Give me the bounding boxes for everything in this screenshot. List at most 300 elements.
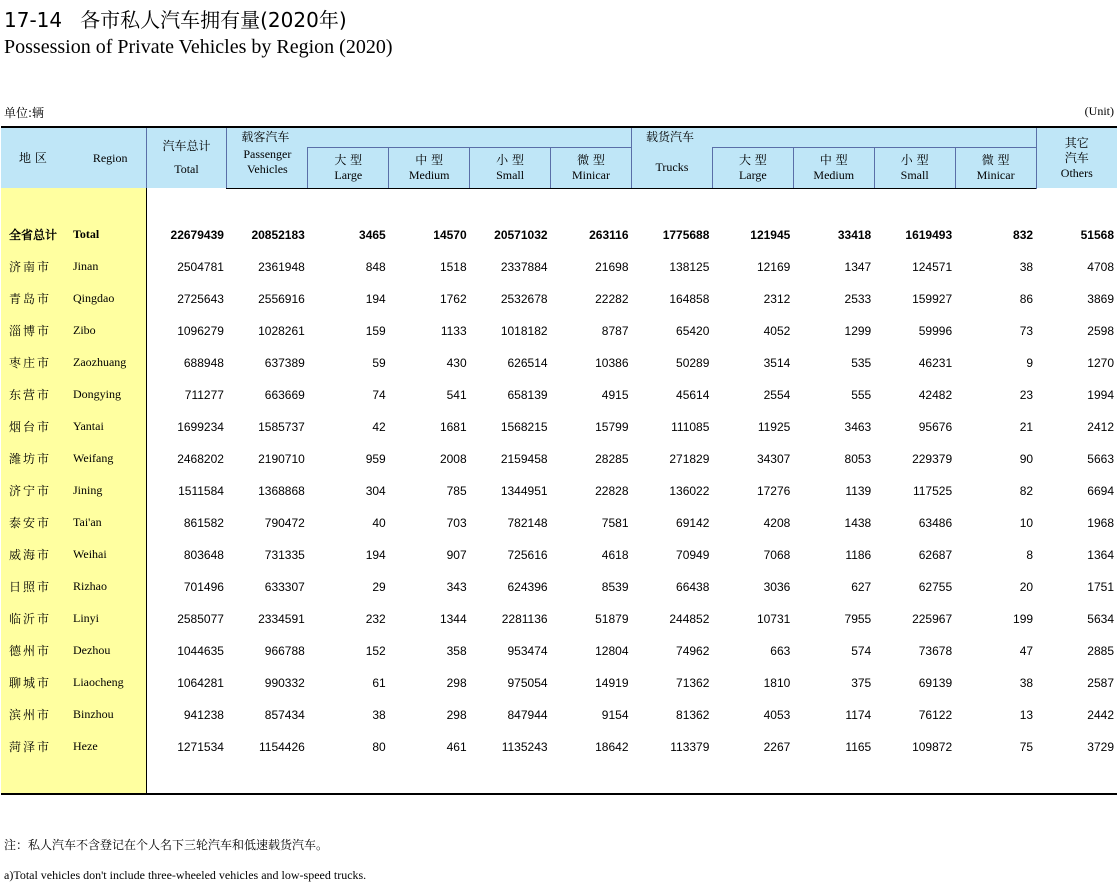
header-passenger-en: Passenger Vehicles bbox=[243, 147, 292, 176]
empty-cell bbox=[146, 188, 227, 219]
header-p-small bbox=[470, 147, 551, 188]
region-name-cn: 淄博市 bbox=[9, 324, 52, 338]
value-cell: 1994 bbox=[1087, 387, 1114, 402]
value-cell: 1096279 bbox=[177, 323, 224, 338]
region-cell bbox=[1, 283, 146, 315]
header-trucks-cn: 载货汽车 bbox=[646, 129, 695, 144]
region-cell bbox=[1, 635, 146, 667]
value-cell: 731335 bbox=[264, 547, 305, 562]
empty-cell bbox=[632, 188, 713, 219]
region-name-cn: 泰安市 bbox=[9, 516, 52, 530]
value-cell: 21698 bbox=[595, 259, 629, 274]
unit-label-en: (Unit) bbox=[1084, 104, 1114, 118]
empty-cell bbox=[389, 188, 470, 219]
header-p-large-cn: 大 型 bbox=[334, 152, 363, 167]
region-name-en: Jinan bbox=[73, 259, 99, 273]
value-cell: 63486 bbox=[918, 515, 953, 530]
region-name-en: Heze bbox=[73, 739, 98, 753]
empty-cell bbox=[470, 188, 551, 219]
value-cell: 4208 bbox=[763, 515, 791, 530]
table-row bbox=[1, 475, 1117, 507]
value-cell: 159 bbox=[365, 323, 386, 338]
table-body bbox=[1, 188, 1117, 794]
value-cell: 14570 bbox=[433, 227, 467, 242]
value-cell: 861582 bbox=[183, 515, 224, 530]
value-cell: 29 bbox=[372, 579, 386, 594]
unit-label-cn: 单位:辆 bbox=[4, 106, 45, 120]
value-cell: 194 bbox=[365, 291, 386, 306]
region-name-en: Zaozhuang bbox=[73, 355, 127, 369]
region-name-cn: 东营市 bbox=[9, 388, 52, 402]
header-t-minicar bbox=[955, 147, 1036, 188]
value-cell: 11925 bbox=[757, 419, 791, 434]
value-cell: 8 bbox=[1026, 547, 1034, 562]
value-cell: 28285 bbox=[595, 451, 629, 466]
value-cell: 1438 bbox=[844, 515, 872, 530]
value-cell: 3465 bbox=[359, 227, 386, 242]
value-cell: 633307 bbox=[264, 579, 305, 594]
table-row bbox=[1, 283, 1117, 315]
value-cell: 637389 bbox=[264, 355, 305, 370]
value-cell: 1064281 bbox=[177, 675, 224, 690]
value-cell: 953474 bbox=[507, 643, 548, 658]
value-cell: 624396 bbox=[507, 579, 548, 594]
value-cell: 17276 bbox=[756, 483, 791, 498]
value-cell: 1028261 bbox=[258, 323, 305, 338]
value-cell: 1775688 bbox=[662, 227, 710, 242]
value-cell: 1165 bbox=[845, 739, 872, 754]
value-cell: 1299 bbox=[844, 323, 872, 338]
value-cell: 69139 bbox=[918, 675, 953, 690]
value-cell: 80 bbox=[372, 739, 386, 754]
header-p-small-en: Small bbox=[496, 167, 525, 182]
header-region bbox=[1, 127, 146, 188]
value-cell: 22679439 bbox=[170, 227, 224, 242]
empty-cell bbox=[632, 763, 713, 794]
value-cell: 658139 bbox=[507, 387, 548, 402]
region-cell bbox=[1, 379, 146, 411]
header-region-cn: 地 区 bbox=[19, 150, 47, 165]
value-cell: 3729 bbox=[1087, 739, 1114, 754]
value-cell: 2585077 bbox=[177, 611, 224, 626]
value-cell: 45614 bbox=[676, 387, 710, 402]
table-row bbox=[1, 347, 1117, 379]
empty-cell bbox=[146, 763, 227, 794]
region-cell bbox=[1, 539, 146, 571]
value-cell: 2159458 bbox=[500, 451, 548, 466]
value-cell: 941238 bbox=[183, 707, 224, 722]
value-cell: 66438 bbox=[676, 579, 710, 594]
value-cell: 358 bbox=[446, 643, 467, 658]
value-cell: 159927 bbox=[912, 291, 953, 306]
value-cell: 117525 bbox=[912, 483, 953, 498]
value-cell: 9154 bbox=[601, 707, 629, 722]
region-name-cn: 滨州市 bbox=[9, 708, 52, 722]
value-cell: 2468202 bbox=[177, 451, 224, 466]
header-p-large-en: Large bbox=[334, 167, 363, 182]
value-cell: 59996 bbox=[918, 323, 953, 338]
spacer-row bbox=[1, 763, 1117, 794]
value-cell: 1585737 bbox=[258, 419, 305, 434]
region-name-cn: 济宁市 bbox=[9, 484, 52, 498]
value-cell: 725616 bbox=[507, 547, 548, 562]
value-cell: 111085 bbox=[671, 419, 710, 434]
value-cell: 86 bbox=[1019, 291, 1034, 306]
value-cell: 199 bbox=[1013, 611, 1034, 626]
region-name-en: Rizhao bbox=[73, 579, 107, 593]
value-cell: 4053 bbox=[763, 707, 791, 722]
region-name-en: Qingdao bbox=[73, 291, 115, 305]
region-name-en: Jining bbox=[73, 483, 103, 497]
value-cell: 2281136 bbox=[501, 611, 548, 626]
region-name-en: Dongying bbox=[73, 387, 121, 401]
empty-cell bbox=[793, 188, 874, 219]
value-cell: 2725643 bbox=[177, 291, 224, 306]
value-cell: 1347 bbox=[844, 259, 872, 274]
value-cell: 966788 bbox=[264, 643, 305, 658]
value-cell: 2533 bbox=[844, 291, 872, 306]
value-cell: 2442 bbox=[1087, 707, 1114, 722]
header-p-medium bbox=[389, 147, 470, 188]
header-others bbox=[1036, 127, 1117, 188]
value-cell: 38 bbox=[372, 707, 386, 722]
value-cell: 663 bbox=[770, 643, 791, 658]
value-cell: 857434 bbox=[264, 707, 305, 722]
header-passenger-group bbox=[227, 127, 632, 147]
value-cell: 12169 bbox=[756, 259, 791, 274]
value-cell: 1344 bbox=[439, 611, 467, 626]
value-cell: 124571 bbox=[912, 259, 953, 274]
value-cell: 22282 bbox=[595, 291, 629, 306]
value-cell: 343 bbox=[446, 579, 467, 594]
value-cell: 20852183 bbox=[251, 227, 305, 242]
header-p-medium-en: Medium bbox=[408, 167, 450, 182]
value-cell: 2532678 bbox=[500, 291, 548, 306]
value-cell: 1186 bbox=[845, 547, 872, 562]
value-cell: 47 bbox=[1019, 643, 1034, 658]
value-cell: 42482 bbox=[918, 387, 953, 402]
region-cell bbox=[1, 571, 146, 603]
value-cell: 59 bbox=[372, 355, 386, 370]
header-trucks-group bbox=[632, 127, 1037, 147]
value-cell: 20571032 bbox=[494, 227, 548, 242]
header-t-minicar-en: Minicar bbox=[976, 167, 1015, 182]
value-cell: 990332 bbox=[264, 675, 305, 690]
value-cell: 13 bbox=[1019, 707, 1034, 722]
value-cell: 152 bbox=[365, 643, 386, 658]
value-cell: 5663 bbox=[1087, 451, 1114, 466]
value-cell: 847944 bbox=[507, 707, 548, 722]
value-cell: 263116 bbox=[589, 227, 629, 242]
value-cell: 109872 bbox=[912, 739, 953, 754]
value-cell: 1968 bbox=[1087, 515, 1114, 530]
value-cell: 21 bbox=[1019, 419, 1034, 434]
value-cell: 803648 bbox=[183, 547, 224, 562]
region-cell bbox=[1, 731, 146, 763]
region-cell bbox=[1, 475, 146, 507]
value-cell: 113379 bbox=[670, 739, 710, 754]
header-t-small-cn: 小 型 bbox=[900, 152, 929, 167]
page-title-en: Possession of Private Vehicles by Region (2020) bbox=[4, 36, 393, 58]
value-cell: 73 bbox=[1019, 323, 1034, 338]
value-cell: 51568 bbox=[1080, 227, 1114, 242]
value-cell: 42 bbox=[372, 419, 386, 434]
value-cell: 703 bbox=[446, 515, 467, 530]
value-cell: 82 bbox=[1019, 483, 1034, 498]
value-cell: 375 bbox=[851, 675, 872, 690]
table-row bbox=[1, 539, 1117, 571]
table-row bbox=[1, 443, 1117, 475]
value-cell: 2412 bbox=[1087, 419, 1114, 434]
value-cell: 62687 bbox=[918, 547, 953, 562]
value-cell: 832 bbox=[1013, 227, 1034, 242]
value-cell: 959 bbox=[365, 451, 386, 466]
region-name-en: Yantai bbox=[73, 419, 104, 433]
value-cell: 298 bbox=[446, 707, 467, 722]
value-cell: 1810 bbox=[763, 675, 791, 690]
value-cell: 38 bbox=[1019, 259, 1034, 274]
value-cell: 1344951 bbox=[500, 483, 548, 498]
table-row bbox=[1, 315, 1117, 347]
value-cell: 430 bbox=[446, 355, 467, 370]
header-region-en: Region bbox=[92, 150, 128, 165]
value-cell: 81362 bbox=[676, 707, 710, 722]
value-cell: 76122 bbox=[918, 707, 953, 722]
value-cell: 271829 bbox=[669, 451, 710, 466]
empty-cell bbox=[227, 188, 308, 219]
value-cell: 535 bbox=[851, 355, 872, 370]
header-t-minicar-cn: 微 型 bbox=[981, 152, 1010, 167]
footnote-cn: 注：私人汽车不含登记在个人名下三轮汽车和低速载货汽车。 bbox=[4, 838, 329, 852]
value-cell: 2337884 bbox=[500, 259, 548, 274]
table-row bbox=[1, 731, 1117, 763]
region-cell bbox=[1, 667, 146, 699]
header-p-minicar bbox=[551, 147, 632, 188]
value-cell: 10 bbox=[1019, 515, 1034, 530]
value-cell: 229379 bbox=[912, 451, 953, 466]
empty-cell bbox=[793, 763, 874, 794]
header-p-large bbox=[308, 147, 389, 188]
value-cell: 34307 bbox=[756, 451, 791, 466]
value-cell: 3463 bbox=[844, 419, 872, 434]
value-cell: 62755 bbox=[918, 579, 953, 594]
header-total-en: Total bbox=[174, 162, 199, 176]
value-cell: 1154426 bbox=[259, 739, 305, 754]
value-cell: 18642 bbox=[595, 739, 629, 754]
value-cell: 14919 bbox=[595, 675, 629, 690]
value-cell: 1018182 bbox=[500, 323, 548, 338]
region-cell bbox=[1, 443, 146, 475]
header-p-small-cn: 小 型 bbox=[496, 152, 524, 167]
region-name-en: Weihai bbox=[73, 547, 107, 561]
region-name-cn: 济南市 bbox=[9, 260, 52, 274]
value-cell: 95676 bbox=[918, 419, 953, 434]
value-cell: 74 bbox=[372, 387, 386, 402]
header-others-en: Others bbox=[1060, 165, 1093, 180]
region-name-en: Binzhou bbox=[73, 707, 114, 721]
value-cell: 907 bbox=[446, 547, 467, 562]
table-row bbox=[1, 635, 1117, 667]
value-cell: 7581 bbox=[601, 515, 629, 530]
value-cell: 1568215 bbox=[500, 419, 548, 434]
header-t-medium-cn: 中 型 bbox=[819, 152, 848, 167]
value-cell: 225967 bbox=[912, 611, 953, 626]
value-cell: 12804 bbox=[595, 643, 629, 658]
value-cell: 121945 bbox=[750, 227, 791, 242]
value-cell: 23 bbox=[1019, 387, 1034, 402]
region-name-cn: 日照市 bbox=[9, 580, 52, 594]
value-cell: 785 bbox=[446, 483, 467, 498]
region-name-en: Linyi bbox=[73, 611, 99, 625]
empty-cell bbox=[955, 188, 1036, 219]
empty-cell bbox=[1036, 188, 1117, 219]
header-passenger-total bbox=[227, 147, 308, 188]
value-cell: 1751 bbox=[1087, 579, 1114, 594]
value-cell: 1271534 bbox=[177, 739, 224, 754]
value-cell: 7068 bbox=[763, 547, 791, 562]
value-cell: 2598 bbox=[1087, 323, 1114, 338]
table-row bbox=[1, 251, 1117, 283]
value-cell: 3869 bbox=[1087, 291, 1114, 306]
empty-cell bbox=[551, 763, 632, 794]
value-cell: 20 bbox=[1019, 579, 1034, 594]
region-name-en: Liaocheng bbox=[73, 675, 124, 689]
header-t-medium bbox=[793, 147, 874, 188]
header-p-minicar-cn: 微 型 bbox=[577, 152, 605, 167]
value-cell: 1364 bbox=[1087, 547, 1114, 562]
value-cell: 1681 bbox=[439, 419, 467, 434]
value-cell: 15799 bbox=[595, 419, 629, 434]
value-cell: 2190710 bbox=[258, 451, 305, 466]
value-cell: 975054 bbox=[507, 675, 548, 690]
value-cell: 138125 bbox=[669, 259, 710, 274]
header-t-large bbox=[712, 147, 793, 188]
value-cell: 38 bbox=[1019, 675, 1034, 690]
value-cell: 50289 bbox=[676, 355, 710, 370]
value-cell: 3514 bbox=[763, 355, 791, 370]
value-cell: 701496 bbox=[183, 579, 224, 594]
value-cell: 74962 bbox=[676, 643, 710, 658]
empty-cell bbox=[308, 188, 389, 219]
value-cell: 711277 bbox=[184, 387, 224, 402]
value-cell: 75 bbox=[1019, 739, 1034, 754]
header-passenger-cn: 载客汽车 bbox=[241, 129, 290, 144]
region-name-en: Tai'an bbox=[73, 515, 102, 529]
header-trucks-total bbox=[632, 147, 713, 188]
table-row bbox=[1, 603, 1117, 635]
region-name-cn: 威海市 bbox=[9, 548, 52, 562]
value-cell: 194 bbox=[365, 547, 386, 562]
value-cell: 2885 bbox=[1087, 643, 1114, 658]
value-cell: 136022 bbox=[669, 483, 710, 498]
value-cell: 73678 bbox=[918, 643, 953, 658]
header-p-medium-cn: 中 型 bbox=[415, 152, 444, 167]
value-cell: 164858 bbox=[669, 291, 710, 306]
header-t-small bbox=[874, 147, 955, 188]
region-name-en: Dezhou bbox=[73, 643, 111, 657]
region-cell bbox=[1, 411, 146, 443]
value-cell: 5634 bbox=[1087, 611, 1114, 626]
value-cell: 304 bbox=[365, 483, 386, 498]
header-total bbox=[146, 127, 227, 188]
table-row bbox=[1, 667, 1117, 699]
value-cell: 1511584 bbox=[178, 483, 224, 498]
empty-cell bbox=[227, 763, 308, 794]
value-cell: 90 bbox=[1019, 451, 1034, 466]
value-cell: 1368868 bbox=[258, 483, 305, 498]
value-cell: 46231 bbox=[918, 355, 953, 370]
value-cell: 2556916 bbox=[258, 291, 305, 306]
header-p-minicar-en: Minicar bbox=[572, 167, 611, 182]
empty-cell bbox=[874, 188, 955, 219]
page-title-cn bbox=[4, 4, 347, 33]
value-cell: 4618 bbox=[601, 547, 629, 562]
region-cell bbox=[1, 315, 146, 347]
spacer-row bbox=[1, 188, 1117, 219]
value-cell: 61 bbox=[372, 675, 386, 690]
value-cell: 688948 bbox=[183, 355, 224, 370]
header-t-small-en: Small bbox=[900, 167, 929, 182]
region-cell bbox=[1, 347, 146, 379]
value-cell: 70949 bbox=[676, 547, 710, 562]
value-cell: 2267 bbox=[763, 739, 791, 754]
value-cell: 2312 bbox=[763, 291, 791, 306]
value-cell: 40 bbox=[372, 515, 386, 530]
value-cell: 1270 bbox=[1087, 355, 1114, 370]
value-cell: 10731 bbox=[756, 611, 791, 626]
table-row bbox=[1, 379, 1117, 411]
region-name-en: Total bbox=[73, 227, 100, 241]
region-name-en: Zibo bbox=[73, 323, 96, 337]
region-name-cn: 潍坊市 bbox=[9, 452, 52, 466]
region-cell bbox=[1, 603, 146, 635]
header-t-medium-en: Medium bbox=[813, 167, 855, 182]
value-cell: 51879 bbox=[595, 611, 629, 626]
empty-cell bbox=[551, 188, 632, 219]
vehicles-table bbox=[1, 126, 1117, 795]
value-cell: 2334591 bbox=[258, 611, 305, 626]
value-cell: 69142 bbox=[676, 515, 710, 530]
value-cell: 3036 bbox=[763, 579, 791, 594]
value-cell: 2587 bbox=[1087, 675, 1114, 690]
region-name-cn: 菏泽市 bbox=[9, 740, 52, 754]
value-cell: 65420 bbox=[676, 323, 710, 338]
table-row bbox=[1, 411, 1117, 443]
value-cell: 2361948 bbox=[258, 259, 305, 274]
region-name-cn: 全省总计 bbox=[9, 228, 58, 242]
value-cell: 8053 bbox=[844, 451, 872, 466]
empty-cell bbox=[874, 763, 955, 794]
value-cell: 663669 bbox=[264, 387, 305, 402]
table-number: 17-14 bbox=[4, 8, 63, 32]
region-cell bbox=[1, 763, 146, 794]
value-cell: 10386 bbox=[595, 355, 629, 370]
empty-cell bbox=[712, 763, 793, 794]
empty-cell bbox=[470, 763, 551, 794]
value-cell: 574 bbox=[851, 643, 872, 658]
region-name-cn: 青岛市 bbox=[9, 292, 52, 306]
region-cell bbox=[1, 699, 146, 731]
empty-cell bbox=[389, 763, 470, 794]
region-cell bbox=[1, 507, 146, 539]
value-cell: 782148 bbox=[507, 515, 548, 530]
value-cell: 8539 bbox=[601, 579, 629, 594]
empty-cell bbox=[1036, 763, 1117, 794]
value-cell: 244852 bbox=[669, 611, 710, 626]
region-name-cn: 德州市 bbox=[9, 644, 52, 658]
region-name-cn: 烟台市 bbox=[9, 420, 52, 434]
value-cell: 555 bbox=[851, 387, 872, 402]
